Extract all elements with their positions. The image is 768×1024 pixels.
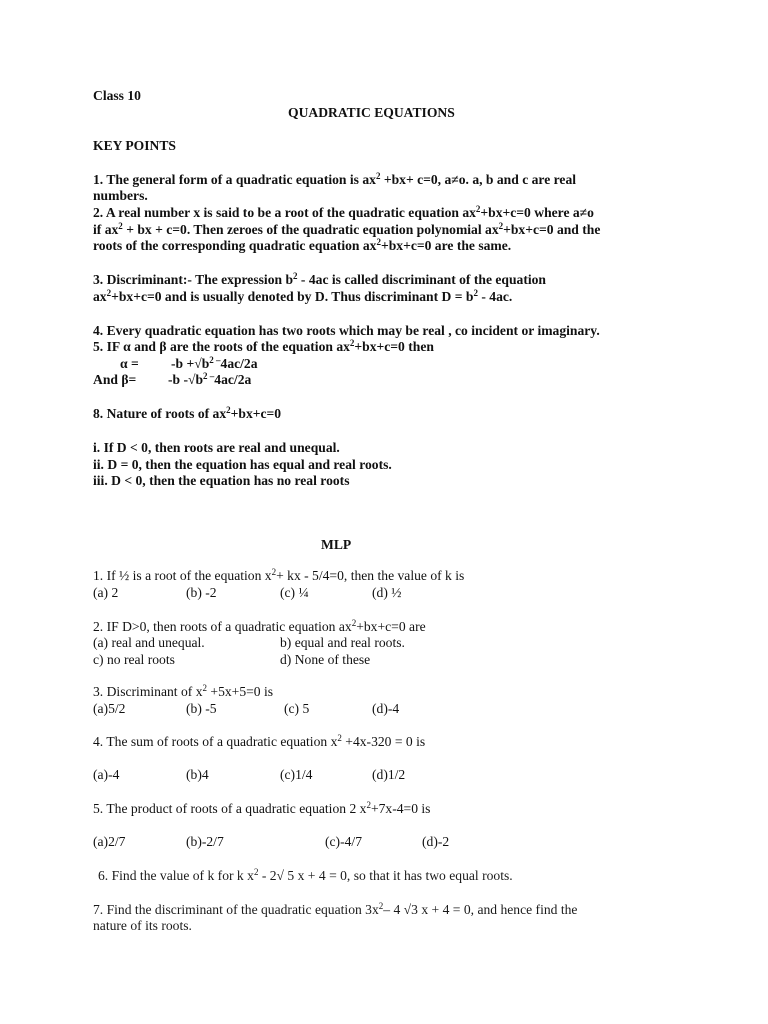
q5-option-d: (d)-2 [422,834,450,849]
key-point-3-line-2: $ax^2+bx+c=0$ and is usually denoted by D. Thus discriminant $D = b^2 - 4ac$. [93,288,513,304]
key-point-2-line-2: if $ax^2$ + bx + c=0. Then zeroes of the quadratic equation polynomial $ax^2+bx+c=0$ and the [93,221,601,237]
mlp-question-6: 6. Find the value of k for k $x^2 - 2√$ 5 x + 4 = 0, so that it has two equal roots. [98,867,513,883]
mlp-question-7-line-1: 7. Find the discriminant of the quadratic equation $3x^2-$ 4 √3 x + 4 = 0, and hence find the [93,901,578,917]
q1-option-a: (a) 2 [93,585,119,600]
q3-option-d: (d)-4 [372,701,400,716]
alpha-formula: $-b +√b^{2 -}4ac/2a$ [171,355,258,371]
q4-option-d: (d)1/2 [372,767,406,782]
q5-option-a: (a)2/7 [93,834,126,849]
mlp-question-5: 5. The product of roots of a quadratic equation 2 $x^2+7x-4=0$ is [93,800,431,816]
q2-option-c: c) no real roots [93,652,175,667]
key-points-heading: KEY POINTS [93,138,176,153]
key-point-3-line-1: 3. Discriminant:- The expression $b^2 - 4ac$ is called discriminant of the equation [93,271,546,287]
mlp-heading: MLP [321,537,352,552]
class-label: Class 10 [93,88,141,103]
mlp-question-2: 2. IF D>0, then roots of a quadratic equation $ax^2+bx+c=0$ are [93,618,426,634]
key-point-8: 8. Nature of roots of $ax^2+bx+c=0$ [93,405,282,421]
nature-item-i: i. If D < 0, then roots are real and unequal. [93,440,340,455]
nature-item-iii: iii. D < 0, then the equation has no real roots [93,473,350,488]
q2-option-b: b) equal and real roots. [280,635,405,650]
q4-option-b: (b)4 [186,767,209,782]
alpha-label: α = [120,356,139,371]
q1-option-c: (c) ¼ [280,585,309,600]
q1-option-b: (b) -2 [186,585,217,600]
nature-item-ii: ii. D = 0, then the equation has equal and real roots. [93,457,392,472]
q5-option-c: (c)-4/7 [325,834,362,849]
page-title: QUADRATIC EQUATIONS [288,105,455,120]
mlp-question-4: 4. The sum of roots of a quadratic equation $x^2 +4x-320 = 0$ is [93,733,426,749]
q3-option-a: (a)5/2 [93,701,126,716]
mlp-question-1: 1. If ½ is a root of the equation $x^2+$ kx - 5/4=0, then the value of k is [93,567,465,583]
key-point-2-line-1: 2. A real number x is said to be a root of the quadratic equation $ax^2+bx+c=0$ where a≠o [93,204,594,220]
beta-label: And β= [93,372,137,387]
q4-option-c: (c)1/4 [280,767,313,782]
key-point-5: 5. IF α and β are the roots of the equation $ax^2+bx+c=0$ then [93,338,434,354]
mlp-question-3: 3. Discriminant of $x^2 +5x+5=0$ is [93,683,274,699]
q2-option-a: (a) real and unequal. [93,635,205,650]
q4-option-a: (a)-4 [93,767,120,782]
q1-option-d: (d) ½ [372,585,402,600]
q5-option-b: (b)-2/7 [186,834,224,849]
key-point-2-line-3: roots of the corresponding quadratic equation $ax^2+bx+c=0$ are the same. [93,237,512,253]
q3-option-b: (b) -5 [186,701,217,716]
key-point-1-line-2: numbers. [93,188,148,203]
q3-option-c: (c) 5 [284,701,310,716]
key-point-4: 4. Every quadratic equation has two roots which may be real , co incident or imaginary. [93,323,600,338]
beta-formula: -b $-√b^{2 -}4ac/2a$ [168,371,252,387]
q2-option-d: d) None of these [280,652,371,667]
mlp-question-7-line-2: nature of its roots. [93,918,192,933]
key-point-1-line-1: 1. The general form of a quadratic equation is $ax^2 +bx+ c=0$, a≠o. a, b and c are real [93,171,577,187]
